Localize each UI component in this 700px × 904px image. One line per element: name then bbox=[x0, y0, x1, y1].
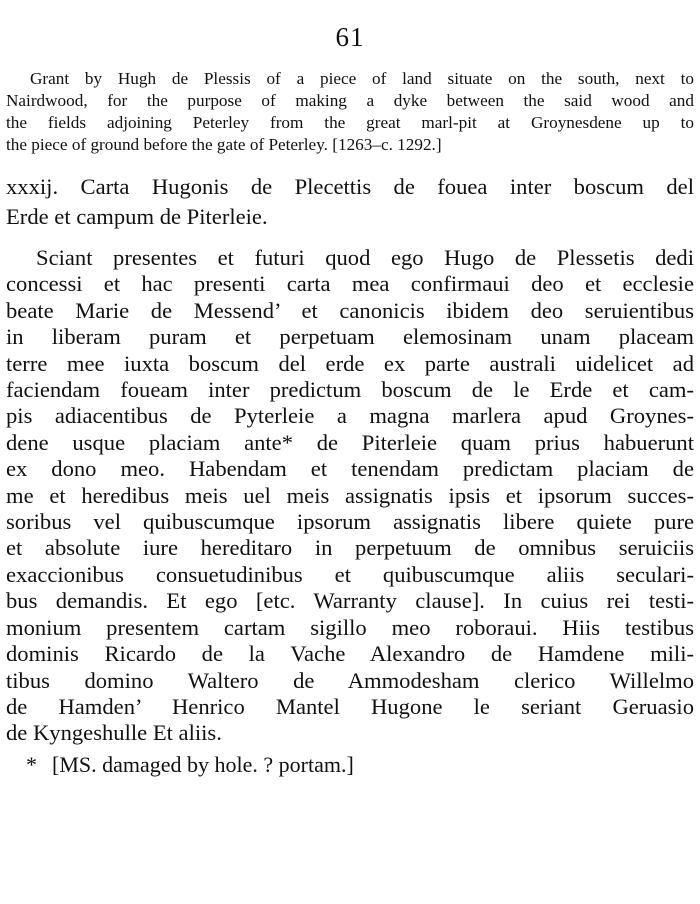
text-line: terre mee iuxta boscum del erde ex parte australi uidelicet ad bbox=[6, 350, 694, 376]
heading-line: Erde et campum de Piterleie. bbox=[6, 204, 268, 229]
text-line: de Hamden’ Henrico Mantel Hugone le seriant Geruasio bbox=[6, 693, 694, 719]
document-page bbox=[6, 0, 694, 779]
text-line: Sciant presentes et futuri quod ego Hugo de Plessetis dedi bbox=[36, 245, 694, 270]
text-line: et absolute iure hereditaro in perpetuum de omnibus seruiciis bbox=[6, 535, 694, 561]
charter-text bbox=[6, 245, 694, 747]
text-line: bus demandis. Et ego [etc. Warranty clause]. In cuius rei testi- bbox=[6, 588, 694, 614]
text-line: concessi et hac presenti carta mea confirmaui deo et ecclesie bbox=[6, 271, 694, 297]
heading-line: xxxij. Carta Hugonis de Plecettis de fouea inter boscum del bbox=[6, 174, 694, 199]
text-line: dene usque placiam ante* de Piterleie quam prius habuerunt bbox=[6, 429, 694, 455]
text-line: exaccionibus consuetudinibus et quibuscumque aliis seculari- bbox=[6, 561, 694, 587]
text-line: dominis Ricardo de la Vache Alexandro de Hamdene mili- bbox=[6, 641, 694, 667]
page-number: 61 bbox=[335, 22, 365, 52]
summary-line: the piece of ground before the gate of Peterley. [1263–c. 1292.] bbox=[6, 135, 442, 154]
text-line: beate Marie de Messend’ et canonicis ibidem deo seruientibus bbox=[6, 297, 694, 323]
charter-summary bbox=[6, 68, 694, 156]
summary-line: Grant by Hugh de Plessis of a piece of land situate on the south, next to bbox=[30, 69, 694, 88]
text-line: me et heredibus meis uel meis assignatis ipsis et ipsorum succes- bbox=[6, 482, 694, 508]
summary-line: Nairdwood, for the purpose of making a dyke between the said wood and bbox=[6, 91, 694, 110]
text-line: in liberam puram et perpetuam elemosinam unam placeam bbox=[6, 324, 694, 350]
footnote-text: [MS. damaged by hole. ? portam.] bbox=[52, 751, 354, 777]
footnote-marker: * bbox=[26, 751, 37, 777]
text-line: monium presentem cartam sigillo meo roboraui. Hiis testibus bbox=[6, 614, 694, 640]
text-line: soribus vel quibuscumque ipsorum assignatis libere quiete pure bbox=[6, 509, 694, 535]
summary-line: the fields adjoining Peterley from the great marl-pit at Groynesdene up to bbox=[6, 113, 694, 132]
charter-heading bbox=[6, 172, 694, 232]
text-line: de Kyngeshulle Et aliis. bbox=[6, 720, 222, 746]
footnote bbox=[6, 751, 694, 779]
text-line: faciendam foueam inter predictum boscum de le Erde et cam- bbox=[6, 377, 694, 403]
text-line: ex dono meo. Habendam et tenendam predictam placiam de bbox=[6, 456, 694, 482]
text-line: pis adiacentibus de Pyterleie a magna marlera apud Groynes- bbox=[6, 403, 694, 429]
text-line: tibus domino Waltero de Ammodesham clerico Willelmo bbox=[6, 667, 694, 693]
